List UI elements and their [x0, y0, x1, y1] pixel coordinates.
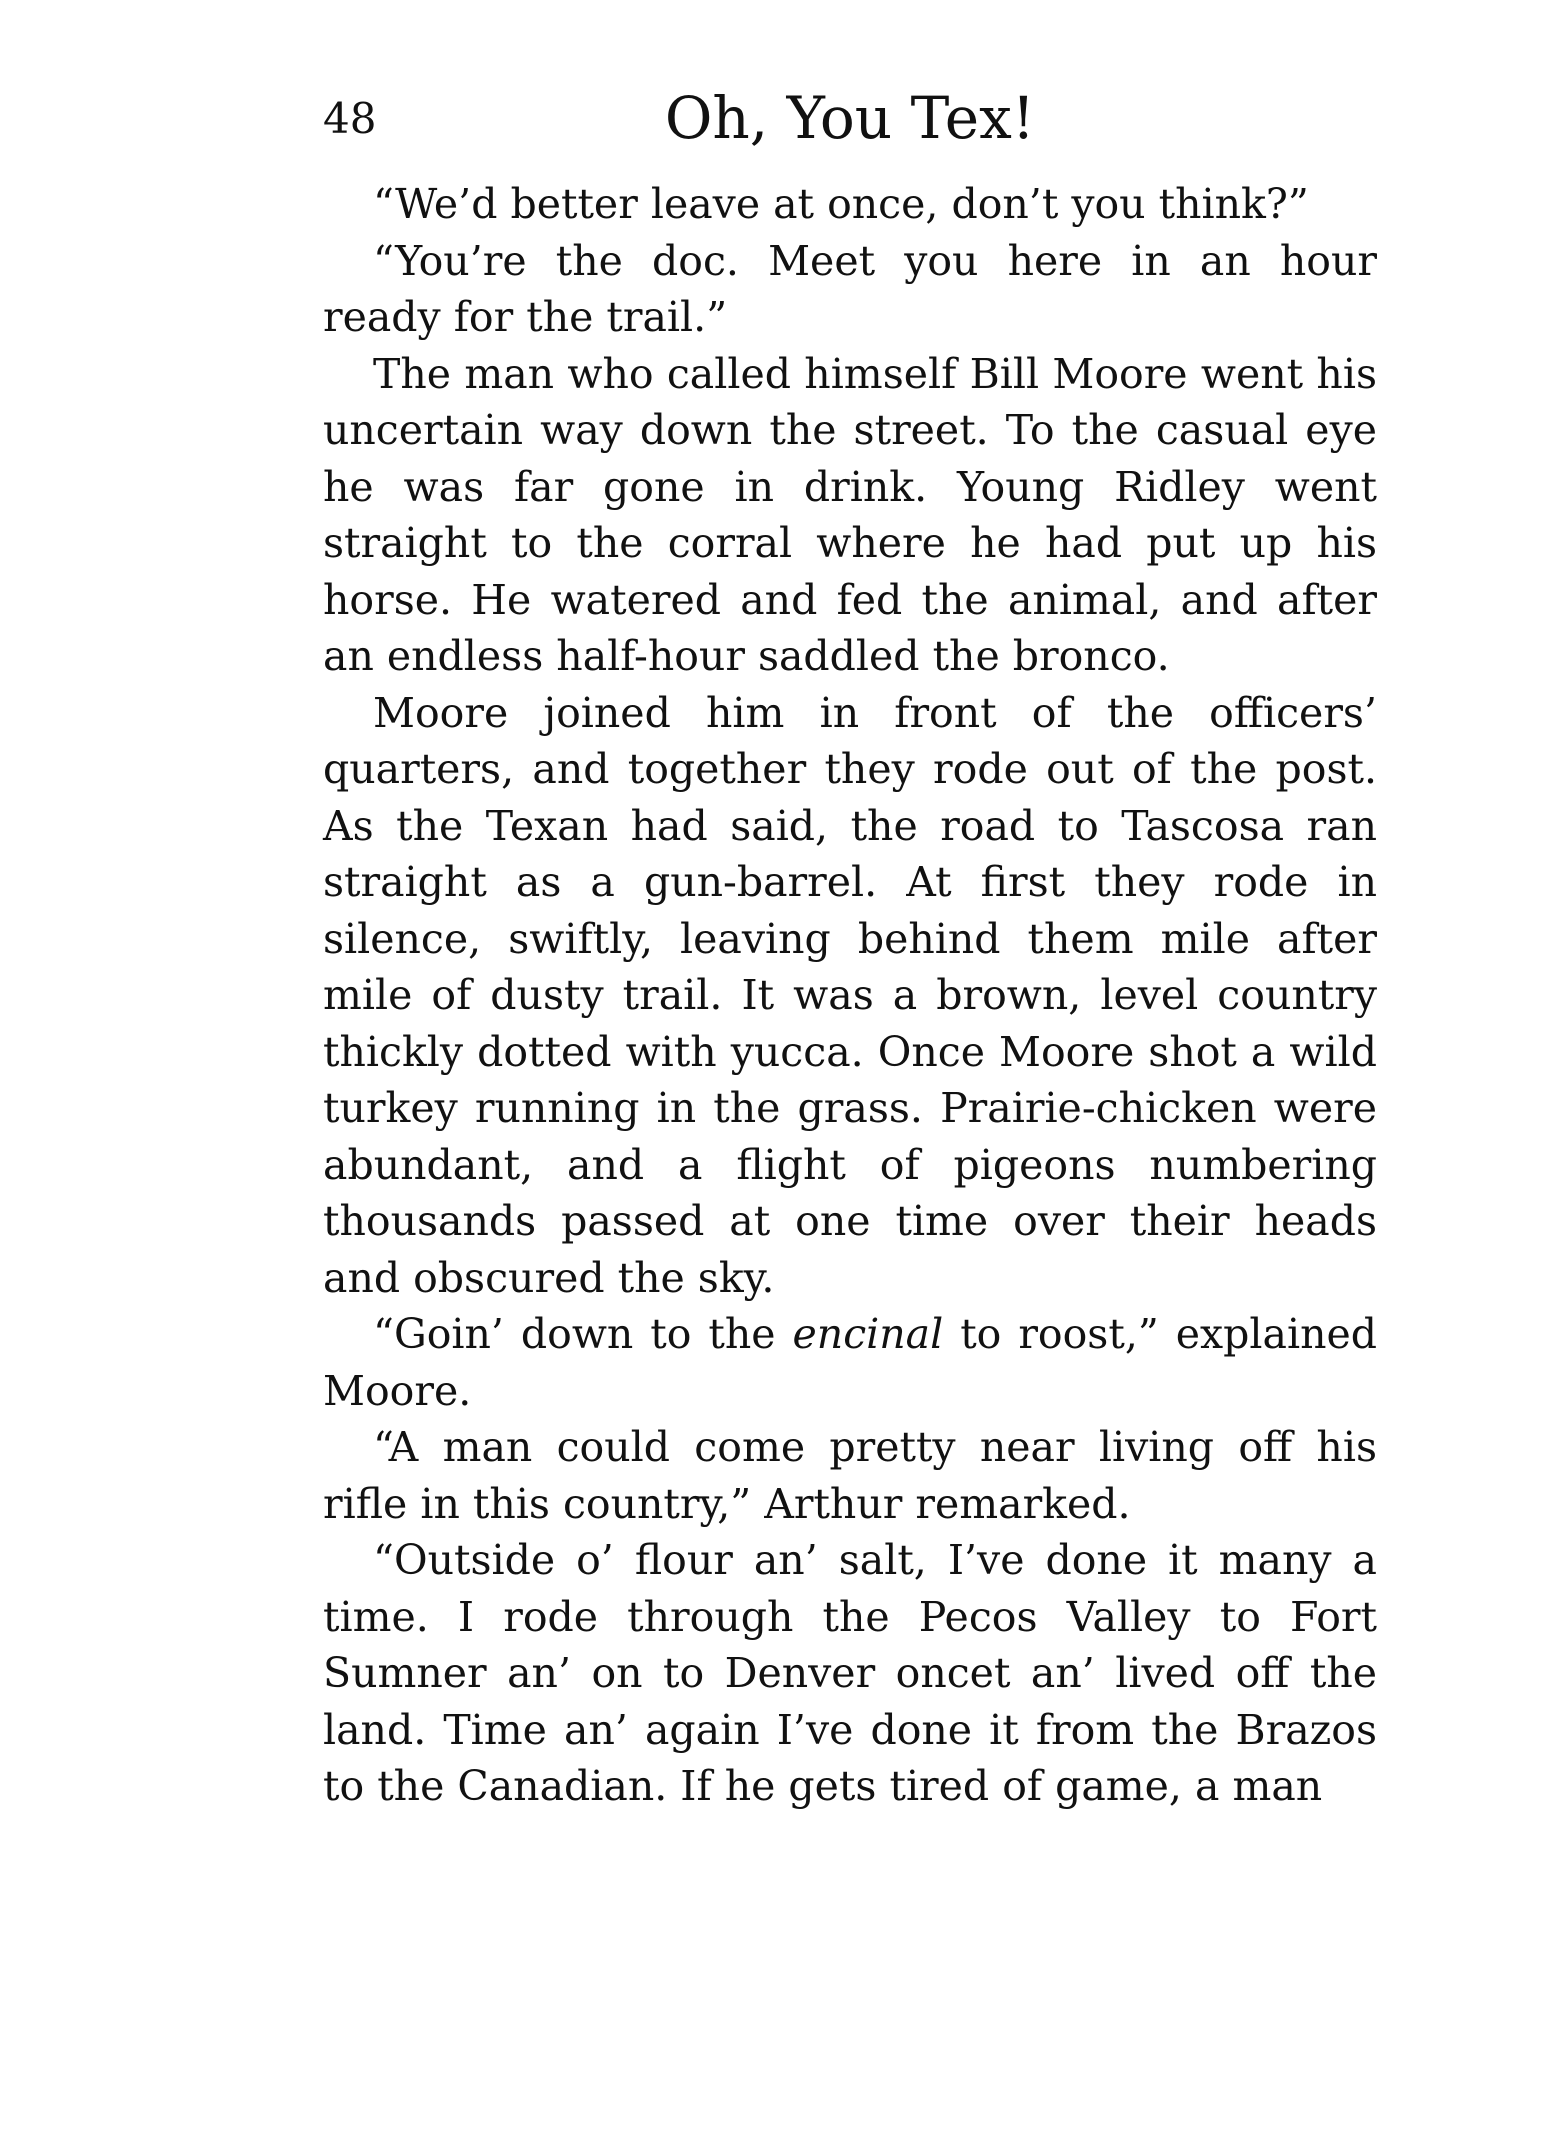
paragraph-text: “Goin’ down to the [373, 1310, 793, 1358]
paragraph-text: to roost,” explained Moore. [323, 1310, 1377, 1415]
paragraph: “A man could come pretty near living off his rifle in this country,” Arthur remarked. [323, 1423, 1377, 1528]
page-header [323, 84, 1377, 168]
page-number: 48 [323, 94, 377, 143]
paragraph [323, 1306, 1377, 1419]
paragraph: “We’d better leave at once, don’t you think?” [373, 180, 1309, 228]
italic-word: encinal [792, 1310, 944, 1358]
paragraph: Moore joined him in front of the officers’ quarters, and together they rode out of the post. As the Texan had said, the road to Tascosa ran straight as a gun-barrel. At first they rode in silence, swiftly, leaving behind them mile after mile of dusty trail. It was a brown, level country thickly dotted with yucca. Once Moore shot a wild turkey running in the grass. Prairie-chicken were abundant, and a flight of pigeons numbering thousands passed at one time over their heads and obscured the sky. [323, 688, 1377, 1302]
running-title: Oh, You Tex! [664, 84, 1036, 152]
body-text [323, 176, 1377, 1815]
paragraph: The man who called himself Bill Moore went his uncertain way down the street. To the casual eye he was far gone in drink. Young Ridley went straight to the corral where he had put up his horse. He watered and fed the animal, and after an endless half-hour saddled the bronco. [323, 349, 1377, 680]
paragraph: “Outside o’ flour an’ salt, I’ve done it many a time. I rode through the Pecos Valley to Fort Sumner an’ on to Denver oncet an’ lived off the land. Time an’ again I’ve done it from the Brazos to the Canadian. If he gets tired of game, a man [323, 1536, 1377, 1810]
paragraph: “You’re the doc. Meet you here in an hour ready for the trail.” [323, 236, 1377, 341]
